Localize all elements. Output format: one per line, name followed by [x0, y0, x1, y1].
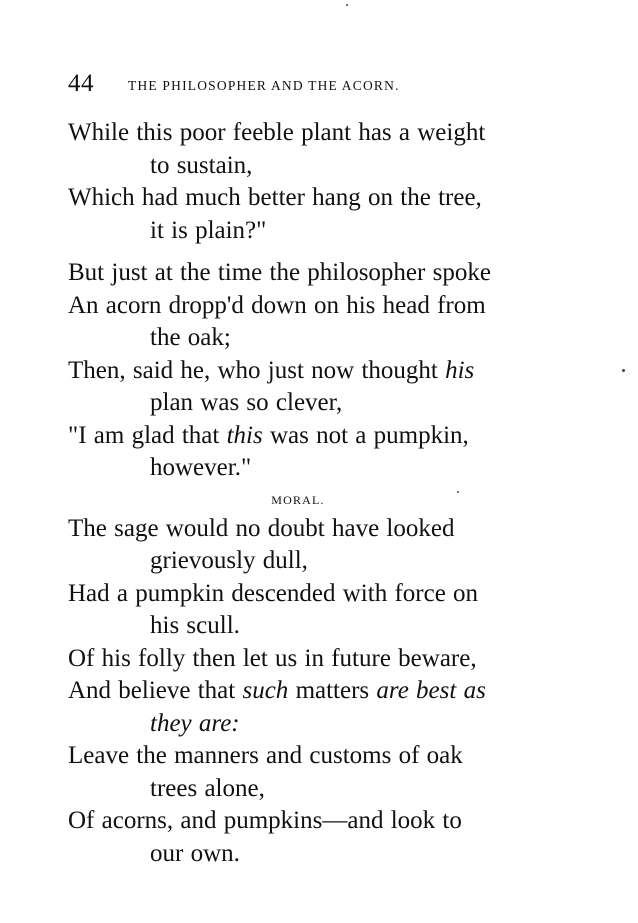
poem-line-continuation: however." — [150, 454, 252, 481]
print-speck — [457, 491, 459, 493]
moral-heading: MORAL. — [271, 492, 325, 507]
poem-text — [68, 117, 548, 870]
stanza-1 — [68, 117, 548, 247]
poem-line-text: Then, said he, who just now thought — [68, 356, 446, 384]
emphasis-text: they are: — [150, 709, 240, 737]
poem-line-continuation: trees alone, — [150, 774, 265, 802]
poem-line-continuation — [68, 708, 548, 741]
poem-line: An acorn dropp'd down on his head from — [68, 291, 486, 319]
poem-line — [68, 420, 548, 453]
poem-line-continuation: plan was so clever, — [150, 389, 343, 416]
poem-line-continuation: to sustain, — [150, 151, 253, 179]
emphasis-text: his — [445, 356, 475, 384]
moral-stanza — [68, 513, 548, 871]
poem-line — [68, 675, 548, 708]
emphasis-text: this — [226, 421, 263, 449]
poem-line: Which had much better hang on the tree, — [68, 184, 482, 211]
poem-line-text: matters — [288, 677, 377, 704]
emphasis-text: such — [242, 677, 289, 704]
print-speck — [346, 4, 348, 6]
emphasis-text: are best as — [376, 677, 486, 704]
poem-line-text: was not a pumpkin, — [262, 421, 469, 449]
poem-line: Had a pumpkin descended with force on — [68, 579, 479, 607]
poem-line: But just at the time the philosopher spoke — [68, 259, 491, 286]
poem-line-text: And believe that — [68, 677, 243, 704]
poem-line-continuation: our own. — [150, 839, 240, 867]
running-title: THE PHILOSOPHER AND THE ACORN. — [128, 78, 400, 93]
poem-line — [68, 355, 548, 388]
poem-line-continuation: his scull. — [150, 612, 240, 639]
poem-line: The sage would no doubt have looked — [68, 514, 455, 542]
poem-line: Of his folly then let us in future beware, — [68, 644, 477, 672]
poem-line: Leave the manners and customs of oak — [68, 742, 463, 769]
poem-line: While this poor feeble plant has a weight — [68, 119, 486, 146]
poem-line-continuation: grievously dull, — [150, 547, 308, 574]
print-speck — [622, 369, 625, 372]
poem-line-continuation: it is plain?" — [150, 216, 267, 244]
poem-line-continuation: the oak; — [150, 324, 231, 351]
running-head — [68, 70, 548, 100]
poem-line-text: "I am glad that — [68, 421, 227, 449]
poem-line: Of acorns, and pumpkins—and look to — [68, 807, 462, 834]
page-number: 44 — [68, 70, 94, 97]
stanza-2 — [68, 257, 548, 485]
